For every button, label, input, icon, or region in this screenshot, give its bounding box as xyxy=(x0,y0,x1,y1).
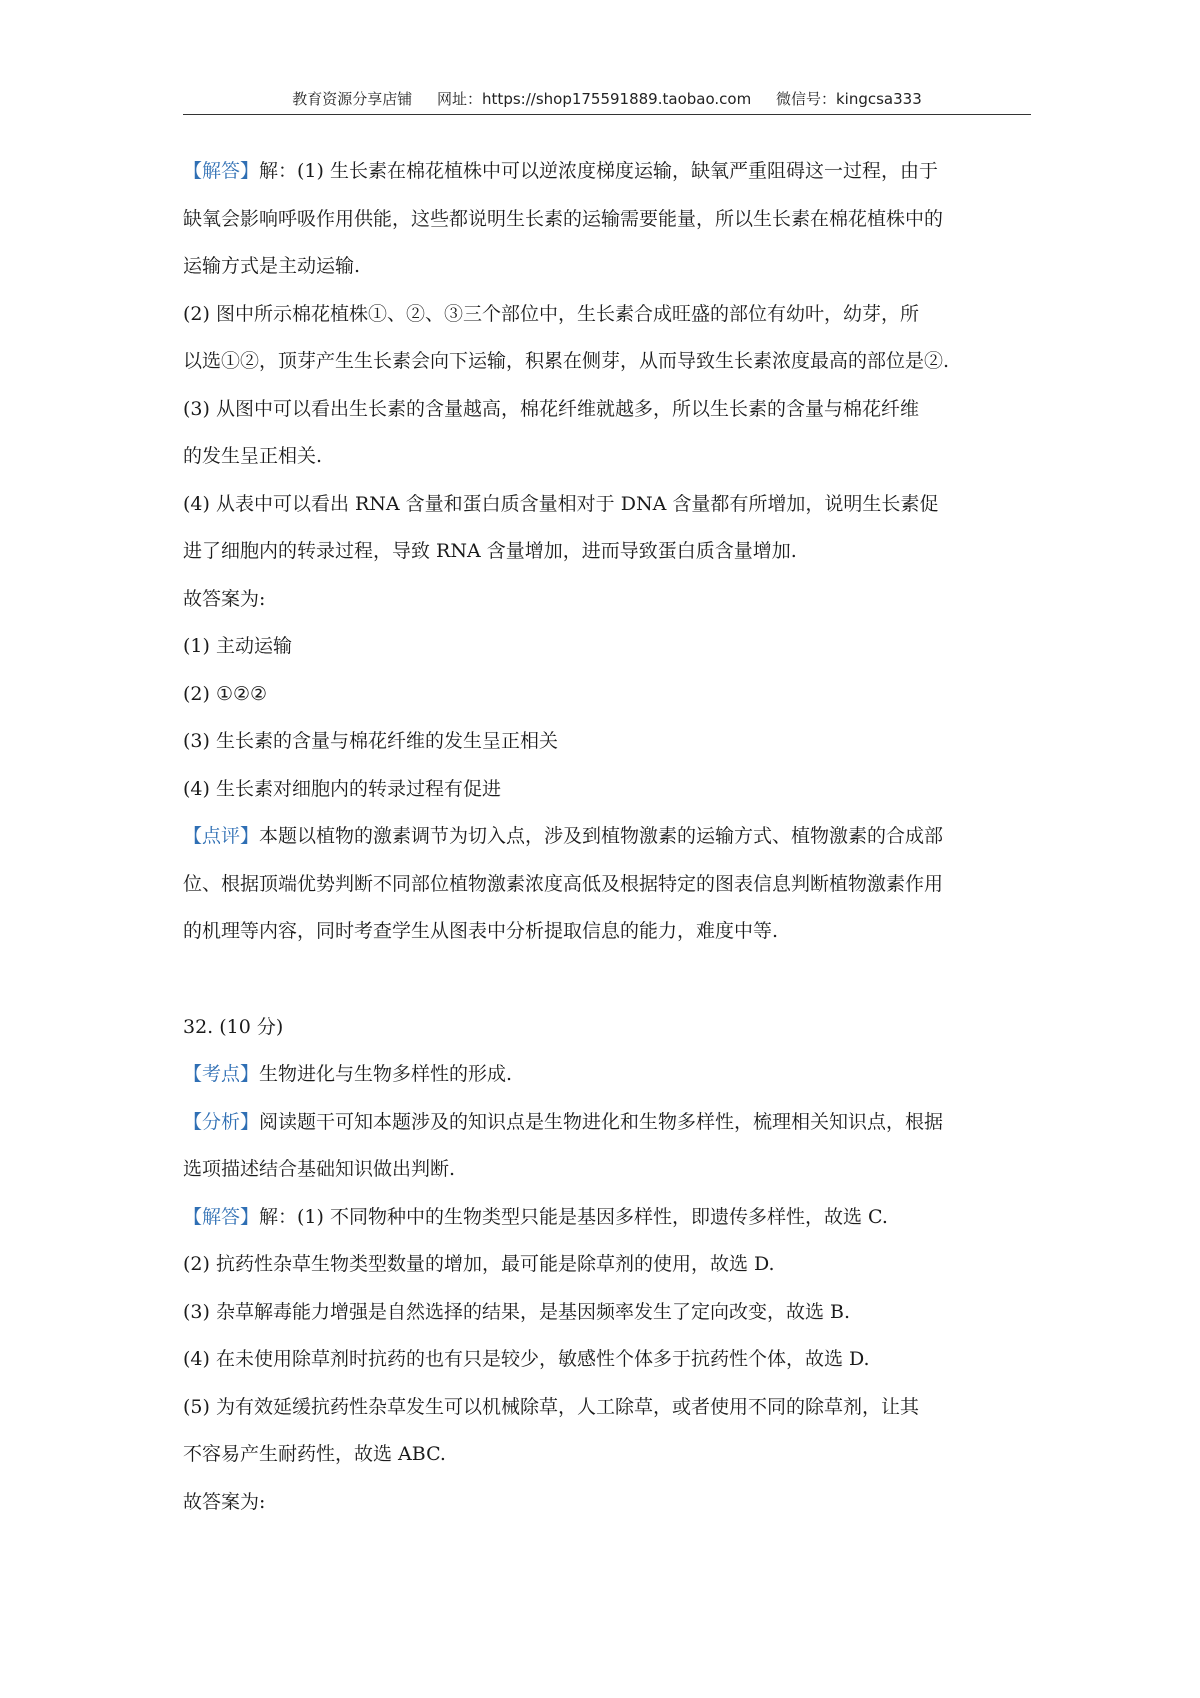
line-text: 阅读题干可知本题涉及的知识点是生物进化和生物多样性，梳理相关知识点，根据 xyxy=(259,1110,944,1133)
text-line xyxy=(183,481,1031,529)
line-text: 以选①②，顶芽产生生长素会向下运输，积累在侧芽，从而导致生长素浓度最高的部位是②. xyxy=(183,350,950,372)
line-text: (5) 为有效延缓抗药性杂草发生可以机械除草，人工除草，或者使用不同的除草剂，让其 xyxy=(183,1395,919,1418)
text-line xyxy=(183,1241,1031,1289)
header-wechat: 微信号：kingcsa333 xyxy=(775,90,922,108)
section-tag: 【解答】 xyxy=(183,1205,260,1228)
line-text: 的发生呈正相关. xyxy=(183,445,323,467)
line-text: (2) 图中所示棉花植株①、②、③三个部位中，生长素合成旺盛的部位有幼叶，幼芽，所 xyxy=(183,302,919,325)
line-text: 运输方式是主动运输. xyxy=(183,255,361,277)
section-tag: 【解答】 xyxy=(183,160,260,182)
line-text: (4) 在未使用除草剂时抗药的也有只是较少，敏感性个体多于抗药性个体，故选 D. xyxy=(183,1348,870,1370)
text-line xyxy=(183,1099,1031,1147)
text-line xyxy=(183,1051,1031,1099)
line-text: (3) 从图中可以看出生长素的含量越高，棉花纤维就越多，所以生长素的含量与棉花纤维 xyxy=(183,397,919,420)
line-text: 的机理等内容，同时考查学生从图表中分析提取信息的能力，难度中等. xyxy=(183,920,779,942)
section-gap xyxy=(183,956,1031,1004)
line-text: 缺氧会影响呼吸作用供能，这些都说明生长素的运输需要能量，所以生长素在棉花植株中的 xyxy=(183,207,944,230)
text-line xyxy=(183,196,1031,244)
line-text: 解：(1) 生长素在棉花植株中可以逆浓度梯度运输，缺氧严重阻碍这一过程，由于 xyxy=(259,160,938,182)
text-line xyxy=(183,1004,1031,1052)
section-tag: 【考点】 xyxy=(183,1063,260,1085)
section-tag: 【分析】 xyxy=(183,1110,260,1133)
text-line xyxy=(183,1336,1031,1384)
line-text: 32. (10 分) xyxy=(183,1015,284,1038)
line-text: 位、根据顶端优势判断不同部位植物激素浓度高低及根据特定的图表信息判断植物激素作用 xyxy=(183,872,944,895)
line-text: (4) 从表中可以看出 RNA 含量和蛋白质含量相对于 DNA 含量都有所增加，说明生长素促 xyxy=(183,492,939,515)
text-line xyxy=(183,1384,1031,1432)
text-line xyxy=(183,1431,1031,1479)
text-line xyxy=(183,528,1031,576)
line-text: 解：(1) 不同物种中的生物类型只能是基因多样性，即遗传多样性，故选 C. xyxy=(259,1205,888,1228)
text-line xyxy=(183,718,1031,766)
text-line xyxy=(183,338,1031,386)
text-line xyxy=(183,576,1031,624)
header-shop: 教育资源分享店铺 xyxy=(292,90,413,108)
line-text: (2) ①②② xyxy=(183,682,268,705)
line-text: 不容易产生耐药性，故选 ABC. xyxy=(183,1443,446,1465)
text-line xyxy=(183,243,1031,291)
text-line xyxy=(183,1194,1031,1242)
text-line xyxy=(183,1146,1031,1194)
line-text: (1) 主动运输 xyxy=(183,635,292,657)
text-line xyxy=(183,1479,1031,1527)
line-text: 故答案为: xyxy=(183,1490,266,1513)
text-line xyxy=(183,623,1031,671)
line-text: (3) 生长素的含量与棉花纤维的发生呈正相关 xyxy=(183,730,558,752)
header-url: 网址：https://shop175591889.taobao.com xyxy=(437,90,752,108)
text-line xyxy=(183,908,1031,956)
text-line xyxy=(183,766,1031,814)
text-line xyxy=(183,386,1031,434)
text-line xyxy=(183,1289,1031,1337)
line-text: 本题以植物的激素调节为切入点，涉及到植物激素的运输方式、植物激素的合成部 xyxy=(259,825,944,847)
text-line xyxy=(183,148,1031,196)
line-text: 进了细胞内的转录过程，导致 RNA 含量增加，进而导致蛋白质含量增加. xyxy=(183,540,797,562)
line-text: 故答案为: xyxy=(183,587,266,610)
page-header xyxy=(183,84,1031,115)
text-line xyxy=(183,813,1031,861)
section-tag: 【点评】 xyxy=(183,825,260,847)
text-line xyxy=(183,861,1031,909)
text-line xyxy=(183,671,1031,719)
line-text: 选项描述结合基础知识做出判断. xyxy=(183,1158,456,1180)
line-text: 生物进化与生物多样性的形成. xyxy=(259,1063,513,1085)
line-text: (3) 杂草解毒能力增强是自然选择的结果，是基因频率发生了定向改变，故选 B. xyxy=(183,1300,850,1323)
text-line xyxy=(183,433,1031,481)
line-text: (2) 抗药性杂草生物类型数量的增加，最可能是除草剂的使用，故选 D. xyxy=(183,1253,775,1275)
line-text: (4) 生长素对细胞内的转录过程有促进 xyxy=(183,777,501,800)
text-line xyxy=(183,291,1031,339)
document-body xyxy=(183,148,1031,1526)
